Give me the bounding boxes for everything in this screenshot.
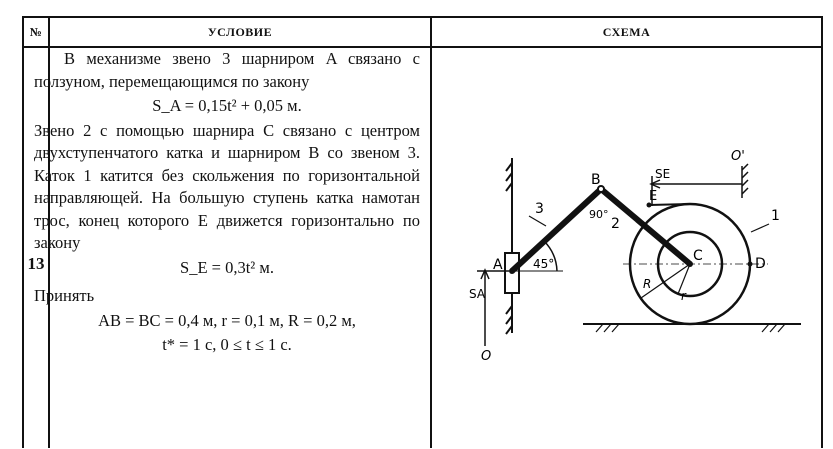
link-3 bbox=[512, 189, 601, 271]
header-condition: УСЛОВИЕ bbox=[207, 24, 273, 39]
label-r-large: R bbox=[643, 277, 652, 291]
mechanism-scheme bbox=[433, 48, 821, 438]
vertical-guide bbox=[506, 158, 512, 334]
label-sa: SA bbox=[469, 287, 486, 301]
label-b: B bbox=[591, 172, 601, 188]
label-o1: O' bbox=[731, 149, 745, 164]
label-e: E bbox=[649, 189, 658, 204]
label-angle-90: 90° bbox=[589, 208, 609, 221]
leader-wheel-1 bbox=[751, 224, 769, 232]
parameters: AB = BC = 0,4 м, r = 0,1 м, R = 0,2 м, bbox=[98, 310, 356, 330]
label-d: D bbox=[755, 256, 766, 272]
label-o: O bbox=[481, 349, 492, 364]
point-d bbox=[748, 262, 753, 267]
label-link-2: 2 bbox=[611, 216, 620, 232]
label-angle-45: 45° bbox=[533, 257, 555, 271]
law-cable-end: S_E = 0,3t² м. bbox=[180, 257, 274, 277]
label-wheel-1: 1 bbox=[771, 208, 780, 224]
cable bbox=[649, 204, 690, 205]
table-left-border bbox=[22, 16, 24, 448]
table-right-border bbox=[821, 16, 823, 448]
label-se: SE bbox=[655, 167, 671, 181]
label-r-small: r bbox=[681, 289, 686, 303]
time-range: t* = 1 с, 0 ≤ t ≤ 1 с. bbox=[162, 335, 292, 354]
fixed-point-o1 bbox=[742, 164, 748, 198]
label-c: C bbox=[693, 248, 703, 264]
condition-paragraph-2: Звено 2 с помощью шарнира C связано с центром двухступенчатого катка и шарниром B со звеном 3. Каток 1 катится без скольжения по горизонтальной направляющей. На большую ступень катка намотан трос, конец которого E движется горизонтально по закону bbox=[34, 120, 420, 252]
condition-text bbox=[34, 48, 420, 359]
label-link-3: 3 bbox=[535, 201, 544, 217]
header-number: № bbox=[29, 24, 43, 39]
label-a: A bbox=[493, 257, 503, 273]
task-number: 13 bbox=[27, 254, 45, 273]
law-slider: S_A = 0,15t² + 0,05 м. bbox=[152, 96, 302, 115]
leader-link-3 bbox=[529, 216, 546, 226]
accept-label: Принять bbox=[34, 286, 95, 305]
condition-paragraph-1: В механизме звено 3 шарниром A связано с ползуном, перемещающимся по закону bbox=[34, 49, 420, 91]
column-divider-condition bbox=[430, 16, 432, 448]
header-scheme: СХЕМА bbox=[602, 24, 651, 39]
